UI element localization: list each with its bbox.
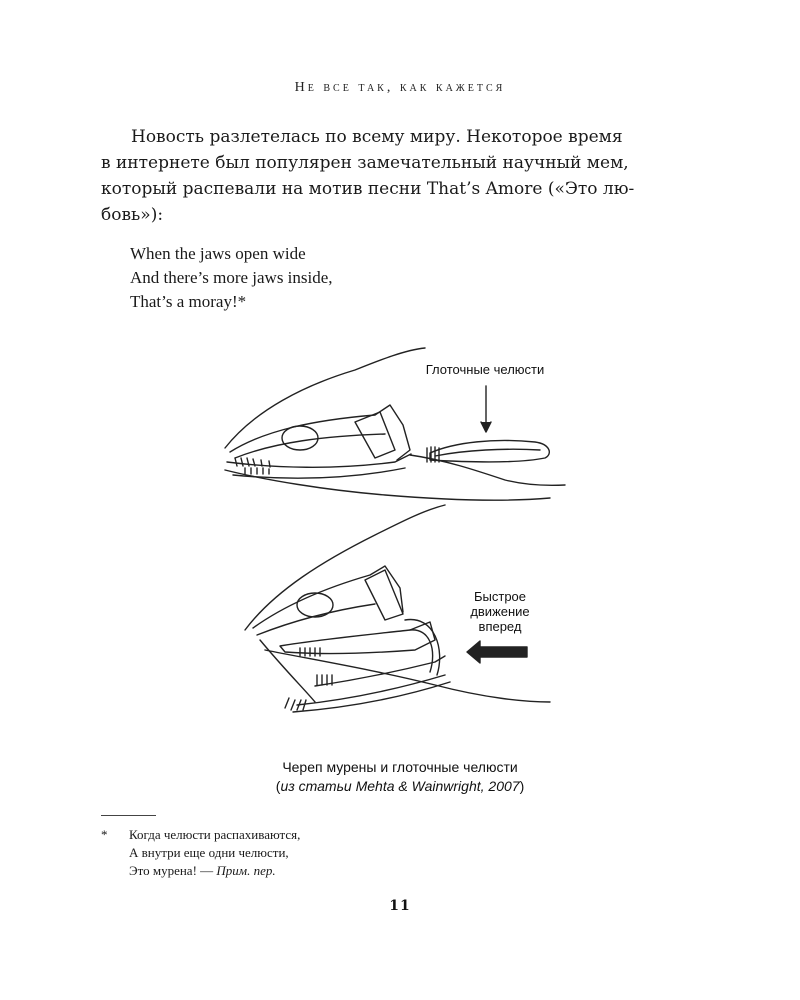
paragraph-line: бовь»): — [101, 205, 164, 225]
verse-block — [130, 242, 530, 314]
caption-line-1: Череп мурены и глоточные челюсти — [282, 759, 518, 775]
verse-line: That’s a moray!* — [130, 292, 247, 311]
figure-caption — [0, 758, 800, 796]
verse-line: And there’s more jaws inside, — [130, 268, 333, 287]
translator-note: Прим. пер. — [216, 863, 276, 878]
label-motion-line: Быстрое — [473, 589, 527, 604]
label-fast-forward-motion — [455, 589, 545, 634]
verse-line: When the jaws open wide — [130, 244, 306, 263]
footnote-line: Когда челюсти распахиваются, — [129, 827, 301, 842]
caption-open-paren: ( — [275, 778, 281, 794]
paragraph-line: в интернете был популярен замечательный научный мем, — [101, 153, 629, 173]
paragraph-line: который распевали на мотив песни That’s Amore («Это лю- — [101, 179, 635, 199]
body-paragraph — [101, 124, 641, 228]
caption-citation: из статьи Mehta & Wainwright, 2007 — [280, 778, 520, 794]
page-number: 11 — [389, 898, 411, 914]
motion-arrow-icon — [467, 641, 527, 663]
moray-skull-illustration — [205, 330, 605, 740]
caption-close-paren: ) — [519, 778, 525, 794]
moray-jaw-figure — [205, 330, 605, 740]
footnote-marker: * — [101, 827, 108, 842]
label-motion-line: вперед — [478, 619, 522, 634]
running-head: Не все так, как кажется — [294, 80, 506, 95]
paragraph-line: Новость разлетелась по всему миру. Некоторое время — [131, 127, 623, 147]
caption-line-2 — [0, 777, 800, 796]
footnote-line — [129, 862, 509, 880]
label-motion-line: движение — [470, 604, 530, 619]
footnote-last-line-text: Это мурена! — — [129, 863, 217, 878]
footnote-divider — [101, 815, 156, 816]
footnote-line: А внутри еще одни челюсти, — [129, 845, 289, 860]
label-pharyngeal-jaws: Глоточные челюсти — [425, 362, 545, 377]
